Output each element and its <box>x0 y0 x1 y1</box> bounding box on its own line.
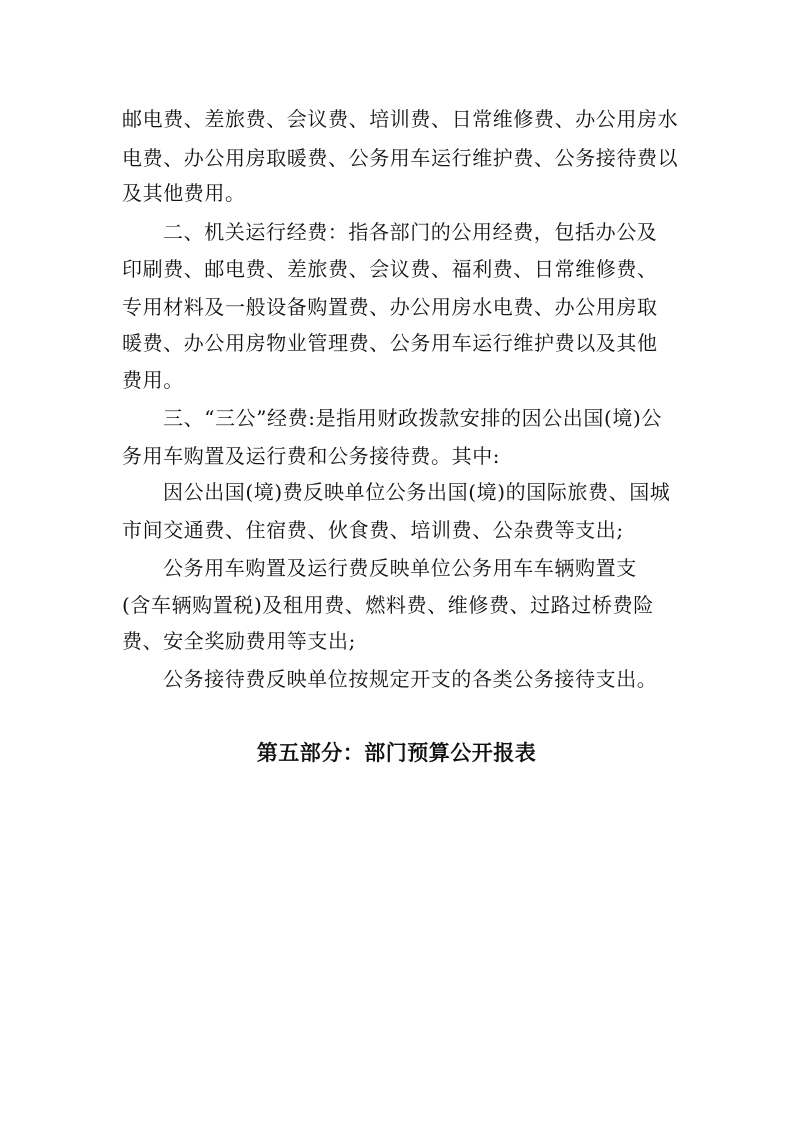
paragraph-3-line-1: 三、“三公”经费:是指用财政拨款安排的因公出国(境)公 <box>163 406 662 430</box>
paragraph-1-line-1: 邮电费、差旅费、会议费、培训费、日常维修费、办公用房水 <box>122 107 679 131</box>
paragraph-2-line-5: 费用。 <box>122 368 184 392</box>
paragraph-2-line-2: 印刷费、邮电费、差旅费、会议费、福利费、日常维修费、 <box>122 257 658 281</box>
paragraph-2-line-1: 二、机关运行经费：指各部门的公用经费，包括办公及 <box>163 220 658 244</box>
paragraph-5-line-2: (含车辆购置税)及租用费、燃料费、维修费、过路过桥费险 <box>122 593 654 617</box>
paragraph-2-line-4: 暖费、办公用房物业管理费、公务用车运行维护费以及其他 <box>122 331 658 355</box>
paragraph-1-line-2: 电费、办公用房取暖费、公务用车运行维护费、公务接待费以 <box>122 146 679 170</box>
paragraph-2-line-3: 专用材料及一般设备购置费、办公用房水电费、办公用房取 <box>122 295 658 319</box>
paragraph-3-line-2: 务用车购置及运行费和公务接待费。其中: <box>122 444 501 468</box>
paragraph-1-line-3: 及其他费用。 <box>122 181 246 205</box>
paragraph-6-line-1: 公务接待费反映单位按规定开支的各类公务接待支出。 <box>163 667 658 691</box>
section-heading: 第五部分：部门预算公开报表 <box>256 741 537 765</box>
paragraph-4-line-2: 市间交通费、住宿费、伙食费、培训费、公杂费等支出; <box>122 518 624 542</box>
paragraph-5-line-1: 公务用车购置及运行费反映单位公务用车车辆购置支 <box>163 556 637 580</box>
paragraph-5-line-3: 费、安全奖励费用等支出; <box>122 629 356 653</box>
paragraph-4-line-1: 因公出国(境)费反映单位公务出国(境)的国际旅费、国城 <box>163 480 671 504</box>
